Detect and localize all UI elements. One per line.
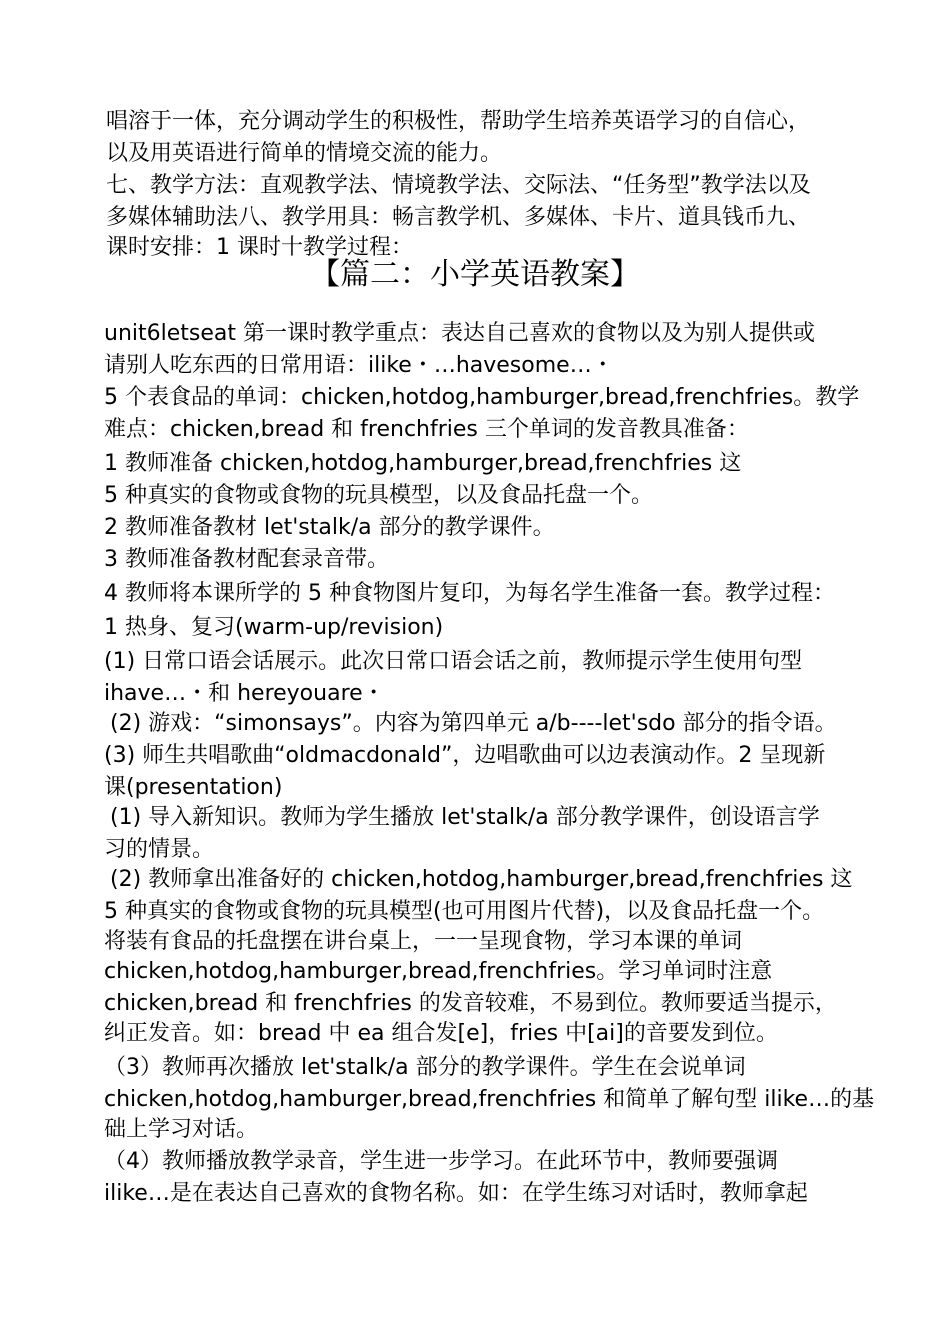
text-line: (3) 师生共唱歌曲“oldmacdonald”，边唱歌曲可以边表演动作。2 呈现新 [104, 743, 826, 768]
text-line: 七、教学方法：直观教学法、情境教学法、交际法、“任务型”教学法以及 [106, 173, 811, 198]
text-line: 5 种真实的食物或食物的玩具模型(也可用图片代替)，以及食品托盘一个。 [104, 899, 825, 924]
text-line: 唱溶于一体，充分调动学生的积极性，帮助学生培养英语学习的自信心， [106, 109, 811, 134]
text-line: （3）教师再次播放 let'stalk/a 部分的教学课件。学生在会说单词 [104, 1055, 746, 1080]
text-line: ilike…是在表达自己喜欢的食物名称。如：在学生练习对话时，教师拿起 [104, 1181, 808, 1206]
text-line: 3 教师准备教材配套录音带。 [104, 547, 389, 572]
text-line: 难点：chicken,bread 和 frenchfries 三个单词的发音教具准备： [104, 417, 749, 442]
text-line: 5 个表食品的单词：chicken,hotdog,hamburger,bread,frenchfries。教学 [104, 385, 860, 410]
text-line: 础上学习对话。 [104, 1117, 259, 1142]
text-line: 课时安排：1 课时十教学过程： [106, 235, 413, 260]
text-line: （4）教师播放教学录音，学生进一步学习。在此环节中，教师要强调 [104, 1149, 778, 1174]
text-line: chicken,hotdog,hamburger,bread,frenchfries。学习单词时注意 [104, 959, 773, 984]
text-line: unit6letseat 第一课时教学重点：表达自己喜欢的食物以及为别人提供或 [104, 321, 815, 346]
text-line: 1 教师准备 chicken,hotdog,hamburger,bread,frenchfries 这 [104, 451, 742, 476]
text-line: (1) 导入新知识。教师为学生播放 let'stalk/a 部分教学课件，创设语言学 [110, 805, 820, 830]
text-line: 纠正发音。如：bread 中 ea 组合发[e]，fries 中[ai]的音要发到位。 [104, 1021, 778, 1046]
text-line: 将装有食品的托盘摆在讲台桌上，一一呈现食物，学习本课的单词 [104, 929, 743, 954]
text-line: 请别人吃东西的日常用语：ilike・…havesome…・ [104, 353, 614, 378]
text-line: 以及用英语进行简单的情境交流的能力。 [106, 141, 503, 166]
text-line: chicken,hotdog,hamburger,bread,frenchfries 和简单了解句型 ilike…的基 [104, 1087, 875, 1112]
text-line: ihave…・和 hereyouare・ [104, 681, 385, 706]
text-line: 5 种真实的食物或食物的玩具模型，以及食品托盘一个。 [104, 483, 653, 508]
text-line: 2 教师准备教材 let'stalk/a 部分的教学课件。 [104, 515, 555, 540]
text-line: chicken,bread 和 frenchfries 的发音较难，不易到位。教师要适当提示， [104, 991, 837, 1016]
text-line: (2) 教师拿出准备好的 chicken,hotdog,hamburger,bread,frenchfries 这 [110, 867, 853, 892]
text-line: (1) 日常口语会话展示。此次日常口语会话之前，教师提示学生使用句型 [104, 649, 803, 674]
text-line: 4 教师将本课所学的 5 种食物图片复印，为每名学生准备一套。教学过程： [104, 581, 835, 606]
text-line: (2) 游戏：“simonsays”。内容为第四单元 a/b----let'sdo 部分的指令语。 [110, 711, 837, 736]
text-line: 习的情景。 [104, 837, 215, 862]
section-title: 【篇二：小学英语教案】 [310, 257, 640, 292]
text-line: 多媒体辅助法八、教学用具：畅言教学机、多媒体、卡片、道具钱币九、 [106, 205, 811, 230]
text-line: 课(presentation) [104, 775, 283, 800]
text-line: 1 热身、复习(warm-up/revision) [104, 615, 444, 640]
